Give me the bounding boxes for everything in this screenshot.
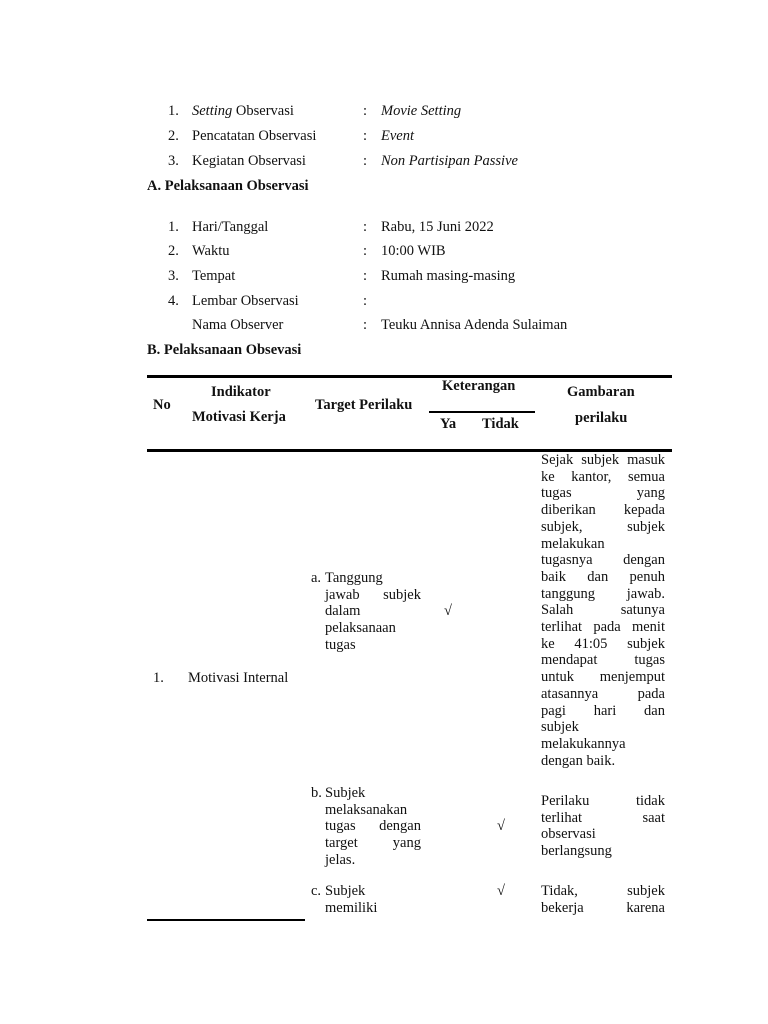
list-label: Hari/Tanggal (192, 219, 269, 235)
list-label: Pencatatan Observasi (192, 128, 317, 144)
desc-line: terlihat pada menit (541, 619, 665, 636)
desc-line: ke kantor, semua (541, 468, 665, 485)
list-value: 10:00 WIB (381, 243, 446, 259)
keterangan-rule (429, 411, 535, 413)
desc-line: Tidak, subjek (541, 883, 665, 899)
item-letter: b. (311, 785, 322, 801)
desc-line: dengan baik. (541, 752, 616, 769)
desc-line: melakukannya (541, 735, 626, 752)
target-line: tugas (325, 636, 356, 653)
desc-line: Sejak subjek masuk (541, 452, 665, 468)
desc-line: diberikan kepada (541, 502, 665, 519)
list-label: Waktu (192, 243, 230, 259)
section-b-title: B. Pelaksanaan Obsevasi (147, 342, 302, 358)
desc-line: tugas yang (541, 485, 665, 502)
target-line: tugas dengan (325, 818, 421, 835)
header-keterangan: Keterangan (442, 378, 516, 394)
row-indicator: Motivasi Internal (188, 670, 289, 686)
desc-cell (541, 883, 665, 916)
target-line: pelaksanaan (325, 620, 396, 637)
target-cell (325, 883, 421, 916)
partial-rule (147, 919, 305, 921)
check-tidak: √ (497, 818, 505, 834)
target-line: Subjek (325, 883, 366, 899)
target-line: Subjek (325, 785, 366, 801)
desc-line: untuk menjemput (541, 669, 665, 686)
list-label (192, 103, 294, 120)
target-cell (325, 570, 421, 654)
list-value: Event (381, 128, 415, 144)
desc-line: Perilaku tidak (541, 793, 665, 809)
target-line: dalam (325, 603, 361, 620)
list-number: 4. (168, 293, 179, 309)
desc-line: ke 41:05 subjek (541, 635, 665, 652)
desc-line: pagi hari dan (541, 702, 665, 719)
header-gambaran: Gambaran (567, 384, 635, 400)
header-motivasi-kerja: Motivasi Kerja (192, 409, 286, 425)
separator: : (363, 243, 368, 259)
table-top-rule (147, 375, 672, 378)
list-number: 1. (168, 219, 179, 235)
target-line: Tanggung (325, 570, 383, 586)
desc-line: baik dan penuh (541, 568, 665, 585)
label-italic: Setting (192, 103, 233, 119)
list-label: Tempat (192, 268, 236, 284)
header-no: No (153, 397, 171, 413)
desc-line: subjek, subjek (541, 518, 665, 535)
desc-line: terlihat saat (541, 809, 665, 826)
separator: : (363, 268, 368, 284)
target-line: jawab subjek (325, 586, 421, 603)
target-line: jelas. (325, 851, 356, 868)
desc-line: subjek (541, 719, 579, 736)
list-value: Rabu, 15 Juni 2022 (381, 219, 494, 235)
desc-cell (541, 793, 665, 860)
desc-line: observasi (541, 826, 596, 843)
target-cell (325, 785, 421, 869)
desc-line: atasannya pada (541, 685, 665, 702)
separator: : (363, 317, 368, 333)
header-tidak: Tidak (482, 416, 519, 432)
desc-line: berlangsung (541, 843, 612, 860)
header-indikator: Indikator (211, 384, 271, 400)
list-value: Rumah masing-masing (381, 268, 516, 284)
header-target: Target Perilaku (315, 397, 413, 413)
separator: : (363, 128, 368, 144)
list-value: Movie Setting (381, 103, 462, 119)
row-number: 1. (153, 670, 164, 686)
list-number: 2. (168, 128, 179, 144)
separator: : (363, 153, 368, 169)
list-label: Lembar Observasi (192, 293, 299, 309)
item-letter: c. (311, 883, 322, 899)
list-label: Nama Observer (192, 317, 284, 333)
target-line: melaksanakan (325, 801, 408, 818)
header-ya: Ya (440, 416, 457, 432)
desc-cell (541, 452, 665, 769)
separator: : (363, 293, 368, 309)
desc-line: bekerja karena (541, 899, 665, 916)
label-rest: Observasi (232, 103, 294, 119)
desc-line: tanggung jawab. (541, 585, 665, 602)
separator: : (363, 103, 368, 119)
list-number: 3. (168, 153, 179, 169)
list-number: 2. (168, 243, 179, 259)
desc-line: mendapat tugas (541, 652, 665, 669)
list-number: 3. (168, 268, 179, 284)
desc-line: tugasnya dengan (541, 552, 665, 569)
item-letter: a. (311, 570, 322, 586)
check-tidak: √ (497, 883, 505, 899)
desc-line: melakukan (541, 535, 605, 552)
list-value: Teuku Annisa Adenda Sulaiman (381, 317, 568, 333)
list-number: 1. (168, 103, 179, 119)
desc-line: Salah satunya (541, 602, 665, 619)
list-label: Kegiatan Observasi (192, 153, 306, 169)
target-line: target yang (325, 835, 421, 852)
list-value: Non Partisipan Passive (381, 153, 518, 169)
section-a-title: A. Pelaksanaan Observasi (147, 178, 309, 194)
target-line: memiliki (325, 899, 378, 916)
header-perilaku: perilaku (575, 410, 628, 426)
separator: : (363, 219, 368, 235)
check-ya: √ (444, 603, 452, 619)
